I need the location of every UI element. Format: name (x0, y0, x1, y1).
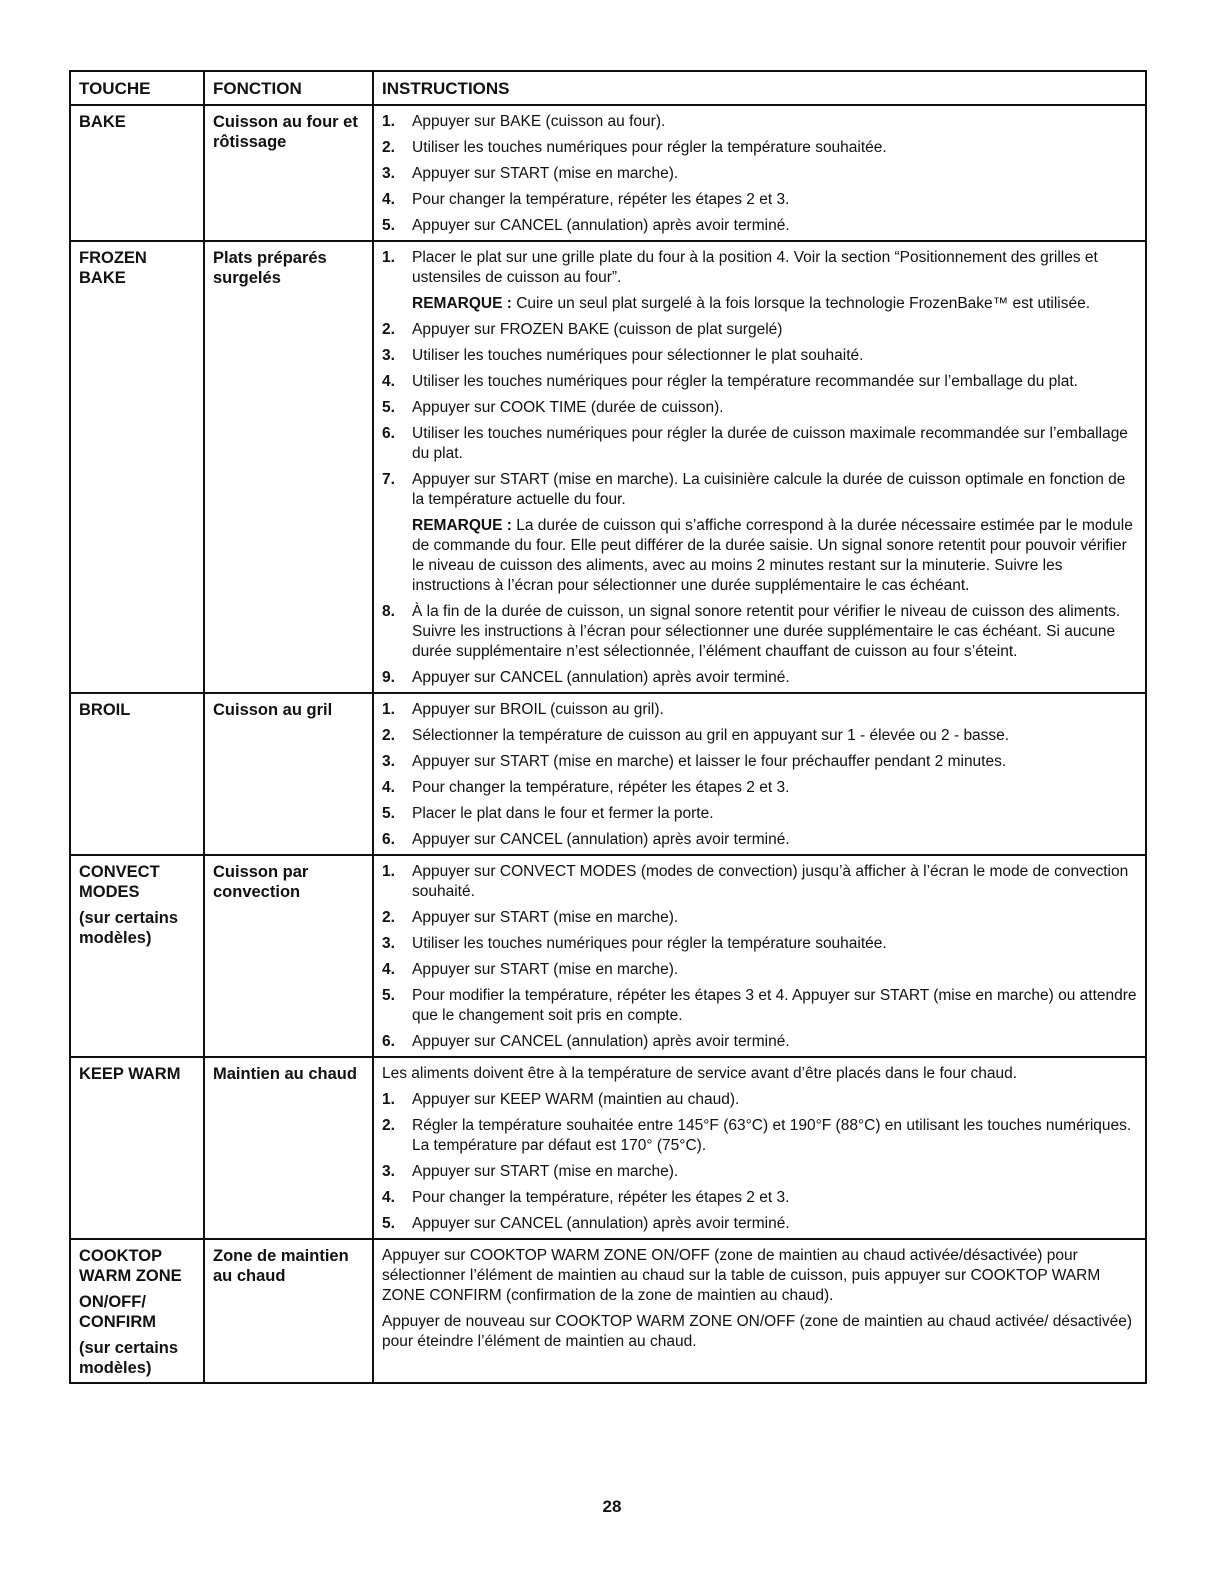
step-item (382, 986, 1137, 1026)
function-cell: Maintien au chaud (204, 1057, 373, 1239)
instructions-cell (373, 1239, 1146, 1383)
step-text: Appuyer sur FROZEN BAKE (cuisson de plat surgelé) (412, 321, 783, 338)
step-item (382, 752, 1137, 772)
instructions-paragraph: Appuyer sur COOKTOP WARM ZONE ON/OFF (zone de maintien au chaud activée/désactivée) pour sélectionner l’élément de maintien au chaud sur la table de cuisson, puis appuyer sur COOKTOP WARM ZONE CONFIRM (confirmation de la zone de maintien au chaud). (382, 1247, 1101, 1304)
key-cell (70, 855, 204, 1057)
step-item (382, 908, 1137, 928)
key-cell (70, 1239, 204, 1383)
step-item (382, 1188, 1137, 1208)
key-name: MODES (79, 883, 140, 901)
step-item (382, 1116, 1137, 1156)
step-item (382, 190, 1137, 210)
step-number: 9. (382, 669, 395, 686)
step-text: Appuyer sur CONVECT MODES (modes de convection) jusqu’à afficher à l’écran le mode de convection souhaité. (412, 863, 1129, 900)
step-item (382, 320, 1137, 340)
step-number: 8. (382, 603, 395, 620)
step-item (382, 862, 1137, 902)
note-text: La durée de cuisson qui s’affiche correspond à la durée nécessaire estimée par le module de commande du four. Elle peut différer de la durée saisie. Un signal sonore retentit pour pouvoir vérifier le niveau de cuisson des aliments, avec au moins 2 minutes restant sur la minuterie. Suivre les instructions à l’écran pour sélectionner une durée supplémentaire le cas échéant. (412, 517, 1133, 594)
key-name: COOKTOP (79, 1247, 163, 1265)
step-number: 2. (382, 139, 395, 156)
step-item (382, 138, 1137, 158)
step-item (382, 726, 1137, 746)
step-text: Appuyer sur CANCEL (annulation) après avoir terminé. (412, 831, 790, 848)
steps-list (382, 700, 1137, 850)
step-number: 4. (382, 1189, 395, 1206)
instructions-table (69, 70, 1147, 1384)
step-text: Utiliser les touches numériques pour régler la température souhaitée. (412, 935, 887, 952)
step-number: 2. (382, 727, 395, 744)
table-row (70, 855, 1146, 1057)
step-item (382, 700, 1137, 720)
step-text: Appuyer sur CANCEL (annulation) après avoir terminé. (412, 1033, 790, 1050)
table-body (70, 105, 1146, 1383)
key-sub-name: CONFIRM (79, 1313, 156, 1331)
step-text: Utiliser les touches numériques pour régler la température recommandée sur l’emballage du plat. (412, 373, 1078, 390)
function-cell: Cuisson au four et rôtissage (204, 105, 373, 241)
step-item (382, 346, 1137, 366)
step-number: 3. (382, 1163, 395, 1180)
instructions-cell (373, 855, 1146, 1057)
step-number: 5. (382, 805, 395, 822)
step-number: 4. (382, 373, 395, 390)
key-name: CONVECT (79, 863, 160, 881)
step-text: Appuyer sur START (mise en marche). La cuisinière calcule la durée de cuisson optimale en fonction de la température actuelle du four. (412, 471, 1126, 508)
step-item (382, 1162, 1137, 1182)
step-text: Appuyer sur KEEP WARM (maintien au chaud). (412, 1091, 740, 1108)
step-number: 3. (382, 935, 395, 952)
step-text: Appuyer sur START (mise en marche). (412, 1163, 679, 1180)
key-cell (70, 105, 204, 241)
step-text: Placer le plat dans le four et fermer la porte. (412, 805, 714, 822)
step-item (382, 960, 1137, 980)
step-item (382, 830, 1137, 850)
step-text: Appuyer sur CANCEL (annulation) après avoir terminé. (412, 217, 790, 234)
function-cell: Cuisson au gril (204, 693, 373, 855)
step-item (382, 164, 1137, 184)
step-item (382, 248, 1137, 314)
step-note (412, 294, 1137, 314)
step-item (382, 398, 1137, 418)
step-number: 5. (382, 987, 395, 1004)
step-text: Appuyer sur CANCEL (annulation) après avoir terminé. (412, 669, 790, 686)
table-row (70, 241, 1146, 693)
step-number: 4. (382, 961, 395, 978)
header-row (70, 71, 1146, 105)
step-text: Régler la température souhaitée entre 145°F (63°C) et 190°F (88°C) en utilisant les touches numériques. La température par défaut est 170° (75°C). (412, 1117, 1132, 1154)
note-label: REMARQUE : (412, 517, 512, 534)
page-number: 28 (602, 1497, 622, 1516)
step-note (412, 516, 1137, 596)
header-fonction: FONCTION (204, 71, 373, 105)
step-item (382, 1214, 1137, 1234)
step-text: Placer le plat sur une grille plate du four à la position 4. Voir la section “Positionnement des grilles et ustensiles de cuisson au four”. (412, 249, 1098, 286)
instructions-cell (373, 105, 1146, 241)
step-text: Appuyer sur START (mise en marche). (412, 909, 679, 926)
step-text: Utiliser les touches numériques pour régler la durée de cuisson maximale recommandée sur l’emballage du plat. (412, 425, 1128, 462)
step-number: 6. (382, 1033, 395, 1050)
key-name: WARM ZONE (79, 1267, 182, 1285)
steps-list (382, 248, 1137, 688)
step-number: 2. (382, 1117, 395, 1134)
step-number: 5. (382, 217, 395, 234)
step-text: Appuyer sur BROIL (cuisson au gril). (412, 701, 664, 718)
key-sub-name: ON/OFF/ (79, 1293, 146, 1311)
step-item (382, 1032, 1137, 1052)
step-item (382, 424, 1137, 464)
table-row (70, 105, 1146, 241)
step-number: 3. (382, 753, 395, 770)
table-row (70, 693, 1146, 855)
step-text: Pour modifier la température, répéter les étapes 3 et 4. Appuyer sur START (mise en marche) ou attendre que le changement soit pris en compte. (412, 987, 1137, 1024)
step-text: Sélectionner la température de cuisson au gril en appuyant sur 1 - élevée ou 2 - basse. (412, 727, 1010, 744)
step-number: 1. (382, 701, 395, 718)
step-text: Pour changer la température, répéter les étapes 2 et 3. (412, 779, 790, 796)
key-availability-note: (sur certains modèles) (79, 909, 179, 947)
step-item (382, 602, 1137, 662)
step-number: 1. (382, 113, 395, 130)
step-number: 4. (382, 779, 395, 796)
key-availability-note: (sur certains modèles) (79, 1339, 179, 1377)
step-text: Utiliser les touches numériques pour régler la température souhaitée. (412, 139, 887, 156)
step-number: 1. (382, 1091, 395, 1108)
step-item (382, 778, 1137, 798)
header-instructions: INSTRUCTIONS (373, 71, 1146, 105)
key-name: FROZEN (79, 249, 147, 267)
key-name: BAKE (79, 113, 126, 131)
step-item (382, 668, 1137, 688)
steps-list (382, 1090, 1137, 1234)
steps-list (382, 862, 1137, 1052)
table-row (70, 1057, 1146, 1239)
step-item (382, 1090, 1137, 1110)
step-text: Appuyer sur COOK TIME (durée de cuisson). (412, 399, 724, 416)
table-row (70, 1239, 1146, 1383)
step-number: 1. (382, 249, 395, 266)
step-text: Pour changer la température, répéter les étapes 2 et 3. (412, 191, 790, 208)
note-text: Cuire un seul plat surgelé à la fois lorsque la technologie FrozenBake™ est utilisée. (511, 295, 1091, 312)
step-text: Appuyer sur START (mise en marche) et laisser le four préchauffer pendant 2 minutes. (412, 753, 1007, 770)
key-sub-group (79, 1292, 195, 1332)
step-item (382, 112, 1137, 132)
step-number: 3. (382, 165, 395, 182)
step-item (382, 470, 1137, 596)
step-text: Appuyer sur BAKE (cuisson au four). (412, 113, 666, 130)
step-text: Appuyer sur CANCEL (annulation) après avoir terminé. (412, 1215, 790, 1232)
step-text: Appuyer sur START (mise en marche). (412, 165, 679, 182)
step-number: 7. (382, 471, 395, 488)
key-cell (70, 1057, 204, 1239)
step-number: 6. (382, 831, 395, 848)
step-number: 1. (382, 863, 395, 880)
step-number: 4. (382, 191, 395, 208)
step-number: 2. (382, 321, 395, 338)
steps-list (382, 112, 1137, 236)
key-name: KEEP WARM (79, 1065, 181, 1083)
key-cell (70, 693, 204, 855)
step-item (382, 216, 1137, 236)
key-name: BAKE (79, 269, 126, 287)
function-cell: Zone de maintien au chaud (204, 1239, 373, 1383)
instructions-cell (373, 1057, 1146, 1239)
step-item (382, 372, 1137, 392)
step-number: 6. (382, 425, 395, 442)
step-number: 2. (382, 909, 395, 926)
function-cell: Plats préparés surgelés (204, 241, 373, 693)
note-label: REMARQUE : (412, 295, 512, 312)
step-text: Pour changer la température, répéter les étapes 2 et 3. (412, 1189, 790, 1206)
instructions-paragraph: Appuyer de nouveau sur COOKTOP WARM ZONE ON/OFF (zone de maintien au chaud activée/ désactivée) pour éteindre l’élément de maintien au chaud. (382, 1313, 1133, 1350)
instructions-lead: Les aliments doivent être à la température de service avant d’être placés dans le four chaud. (382, 1065, 1018, 1082)
step-number: 5. (382, 1215, 395, 1232)
key-cell (70, 241, 204, 693)
step-item (382, 804, 1137, 824)
step-text: Utiliser les touches numériques pour sélectionner le plat souhaité. (412, 347, 864, 364)
step-text: Appuyer sur START (mise en marche). (412, 961, 679, 978)
header-touche: TOUCHE (70, 71, 204, 105)
step-number: 3. (382, 347, 395, 364)
instructions-cell (373, 241, 1146, 693)
step-text: À la fin de la durée de cuisson, un signal sonore retentit pour vérifier le niveau de cuisson des aliments. Suivre les instructions à l’écran pour sélectionner une durée supplémentaire le cas échéant. Si aucune durée supplémentaire n’est sélectionnée, l’élément chauffant de cuisson au four s’éteint. (412, 603, 1121, 660)
step-item (382, 934, 1137, 954)
function-cell: Cuisson par convection (204, 855, 373, 1057)
step-number: 5. (382, 399, 395, 416)
instructions-cell (373, 693, 1146, 855)
key-name: BROIL (79, 701, 131, 719)
